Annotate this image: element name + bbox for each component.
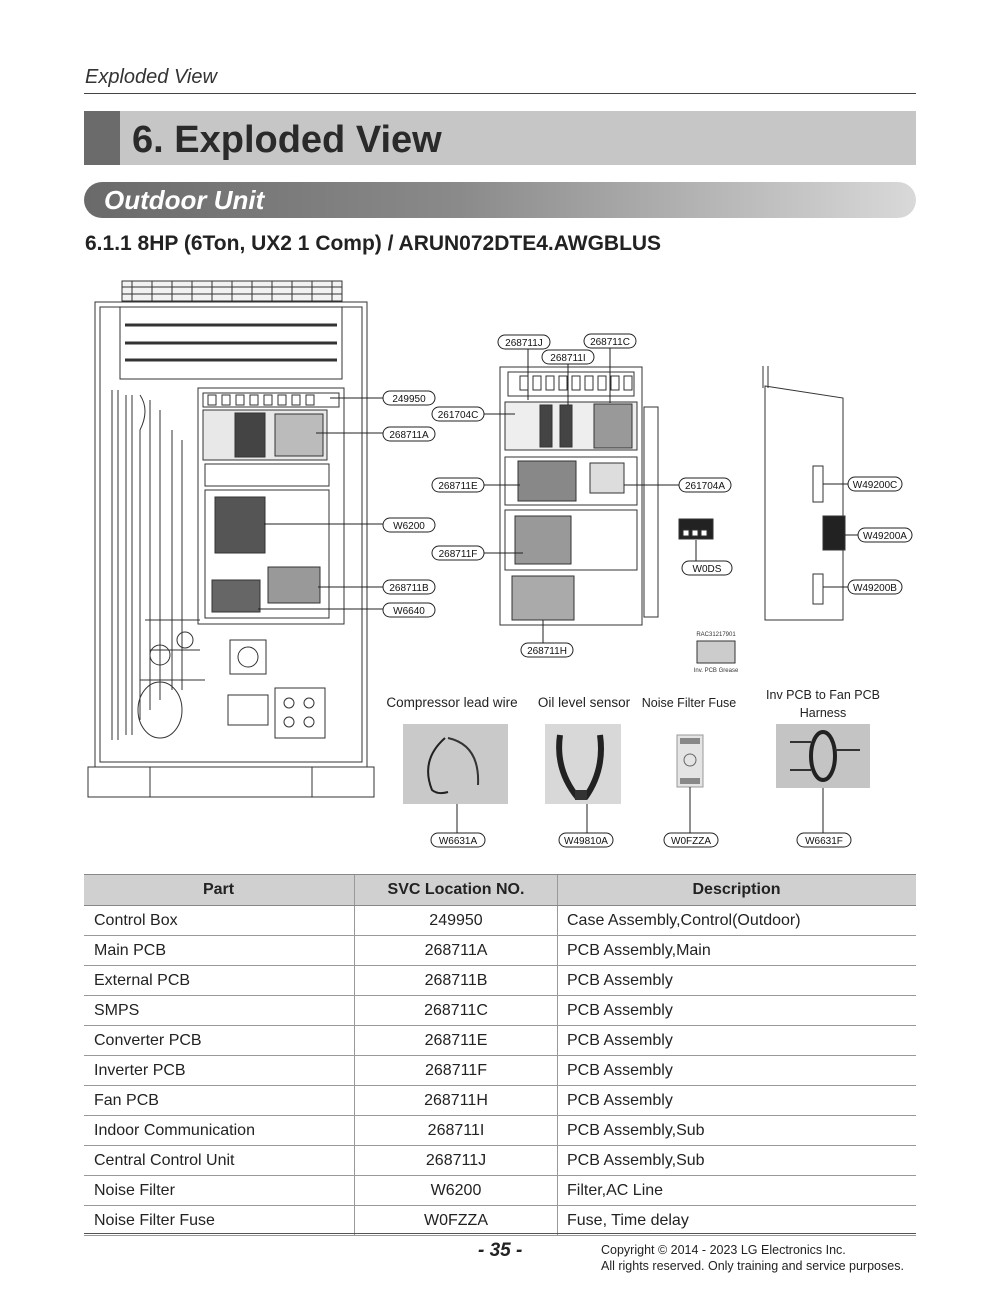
- table-row: [84, 1146, 916, 1176]
- cell-svc-location: 268711C: [355, 996, 558, 1026]
- callout-268711j: 268711J: [505, 338, 543, 349]
- table-row: [84, 1176, 916, 1206]
- cell-part: External PCB: [84, 966, 355, 996]
- callout-w6200: W6200: [393, 521, 425, 532]
- cell-part: Noise Filter: [84, 1176, 355, 1206]
- cell-part: Control Box: [84, 906, 355, 936]
- model-heading: 6.1.1 8HP (6Ton, UX2 1 Comp) / ARUN072DTE4.AWGBLUS: [85, 232, 662, 255]
- accessory-compressor-wire-label: Compressor lead wire: [386, 695, 518, 710]
- accessory-harness-label-2: Harness: [799, 706, 847, 720]
- oil-level-sensor-photo: [545, 724, 621, 804]
- table-row: [84, 936, 916, 966]
- table-row: [84, 1056, 916, 1086]
- cell-svc-location: 249950: [355, 906, 558, 936]
- table-row: [84, 966, 916, 996]
- cell-part: Noise Filter Fuse: [84, 1206, 355, 1236]
- cell-svc-location: 268711A: [355, 936, 558, 966]
- callout-w6631a: W6631A: [438, 836, 478, 847]
- cell-part: SMPS: [84, 996, 355, 1026]
- cell-description: PCB Assembly,Main: [558, 936, 917, 966]
- table-row: [84, 1116, 916, 1146]
- section-title: Outdoor Unit: [104, 185, 265, 215]
- callout-w0fzza: W0FZZA: [671, 836, 711, 847]
- side-panel-drawing: [763, 366, 845, 620]
- callout-w49200c: W49200C: [852, 480, 898, 491]
- callout-labels: [383, 334, 912, 657]
- cell-svc-location: 268711B: [355, 966, 558, 996]
- header-description: Description: [558, 875, 917, 906]
- page-number: - 35 -: [478, 1240, 523, 1261]
- title-accent-block: [84, 111, 120, 165]
- footer-rule: [84, 1233, 916, 1234]
- cell-description: PCB Assembly,Sub: [558, 1116, 917, 1146]
- copyright-notice: [601, 1242, 904, 1274]
- cell-svc-location: 268711H: [355, 1086, 558, 1116]
- chapter-title: 6. Exploded View: [132, 119, 442, 161]
- cell-svc-location: 268711F: [355, 1056, 558, 1086]
- copyright-line-1: Copyright © 2014 - 2023 LG Electronics Inc.: [601, 1243, 846, 1257]
- table-row: [84, 906, 916, 936]
- accessory-oil-sensor-label: Oil level sensor: [537, 695, 631, 710]
- chapter-title-band: [84, 111, 916, 165]
- cell-part: Central Control Unit: [84, 1146, 355, 1176]
- header-rule: [84, 93, 916, 94]
- cell-svc-location: 268711J: [355, 1146, 558, 1176]
- copyright-line-2: All rights reserved. Only training and service purposes.: [601, 1259, 904, 1273]
- outdoor-unit-drawing: [88, 281, 374, 797]
- cell-svc-location: W6200: [355, 1176, 558, 1206]
- table-row: [84, 1086, 916, 1116]
- parts-table: [84, 874, 916, 1236]
- callout-268711h: 268711H: [527, 646, 567, 657]
- accessory-harness-label-1: Inv PCB to Fan PCB: [766, 688, 880, 702]
- callout-w0ds: W0DS: [692, 564, 722, 575]
- cell-svc-location: 268711E: [355, 1026, 558, 1056]
- accessory-labels: [386, 688, 880, 720]
- callout-w6640: W6640: [393, 606, 425, 617]
- callout-268711a: 268711A: [389, 430, 429, 441]
- cell-description: Fuse, Time delay: [558, 1206, 917, 1236]
- cell-part: Inverter PCB: [84, 1056, 355, 1086]
- table-row: [84, 996, 916, 1026]
- table-row: [84, 1026, 916, 1056]
- cell-svc-location: W0FZZA: [355, 1206, 558, 1236]
- callout-268711c: 268711C: [590, 337, 630, 348]
- cell-part: Fan PCB: [84, 1086, 355, 1116]
- cell-description: Filter,AC Line: [558, 1176, 917, 1206]
- cell-description: PCB Assembly: [558, 1086, 917, 1116]
- compressor-lead-wire-photo: [403, 724, 508, 804]
- callout-249950: 249950: [392, 394, 426, 405]
- running-header: Exploded View: [85, 66, 217, 88]
- accessory-fuse-label: Noise Filter Fuse: [641, 696, 737, 710]
- grease-code: RAC31217901: [696, 632, 736, 638]
- callout-268711i: 268711I: [550, 353, 586, 364]
- header-svc-location: SVC Location NO.: [355, 875, 558, 906]
- cell-description: PCB Assembly: [558, 1026, 917, 1056]
- control-box-drawing: [500, 367, 735, 663]
- callout-w6631f: W6631F: [805, 836, 843, 847]
- noise-filter-fuse-photo: [677, 735, 703, 787]
- callout-268711f: 268711F: [438, 549, 478, 560]
- harness-photo: [776, 724, 870, 788]
- cell-description: PCB Assembly,Sub: [558, 1146, 917, 1176]
- table-row: [84, 1206, 916, 1236]
- cell-part: Converter PCB: [84, 1026, 355, 1056]
- callout-w49200a: W49200A: [863, 531, 907, 542]
- callout-261704a: 261704A: [684, 481, 726, 492]
- callout-w49200b: W49200B: [853, 583, 897, 594]
- exploded-view-diagram: [0, 270, 1000, 865]
- callout-w49810a: W49810A: [564, 836, 608, 847]
- cell-description: PCB Assembly: [558, 966, 917, 996]
- grease-name: Inv. PCB Grease: [693, 668, 739, 674]
- cell-description: PCB Assembly: [558, 1056, 917, 1086]
- callout-261704c: 261704C: [437, 410, 479, 421]
- cell-description: PCB Assembly: [558, 996, 917, 1026]
- table-header-row: [84, 875, 916, 906]
- cell-svc-location: 268711I: [355, 1116, 558, 1146]
- cell-description: Case Assembly,Control(Outdoor): [558, 906, 917, 936]
- callout-268711e: 268711E: [438, 481, 478, 492]
- cell-part: Main PCB: [84, 936, 355, 966]
- callout-268711b: 268711B: [389, 583, 429, 594]
- section-banner: [84, 182, 916, 218]
- header-part: Part: [84, 875, 355, 906]
- cell-part: Indoor Communication: [84, 1116, 355, 1146]
